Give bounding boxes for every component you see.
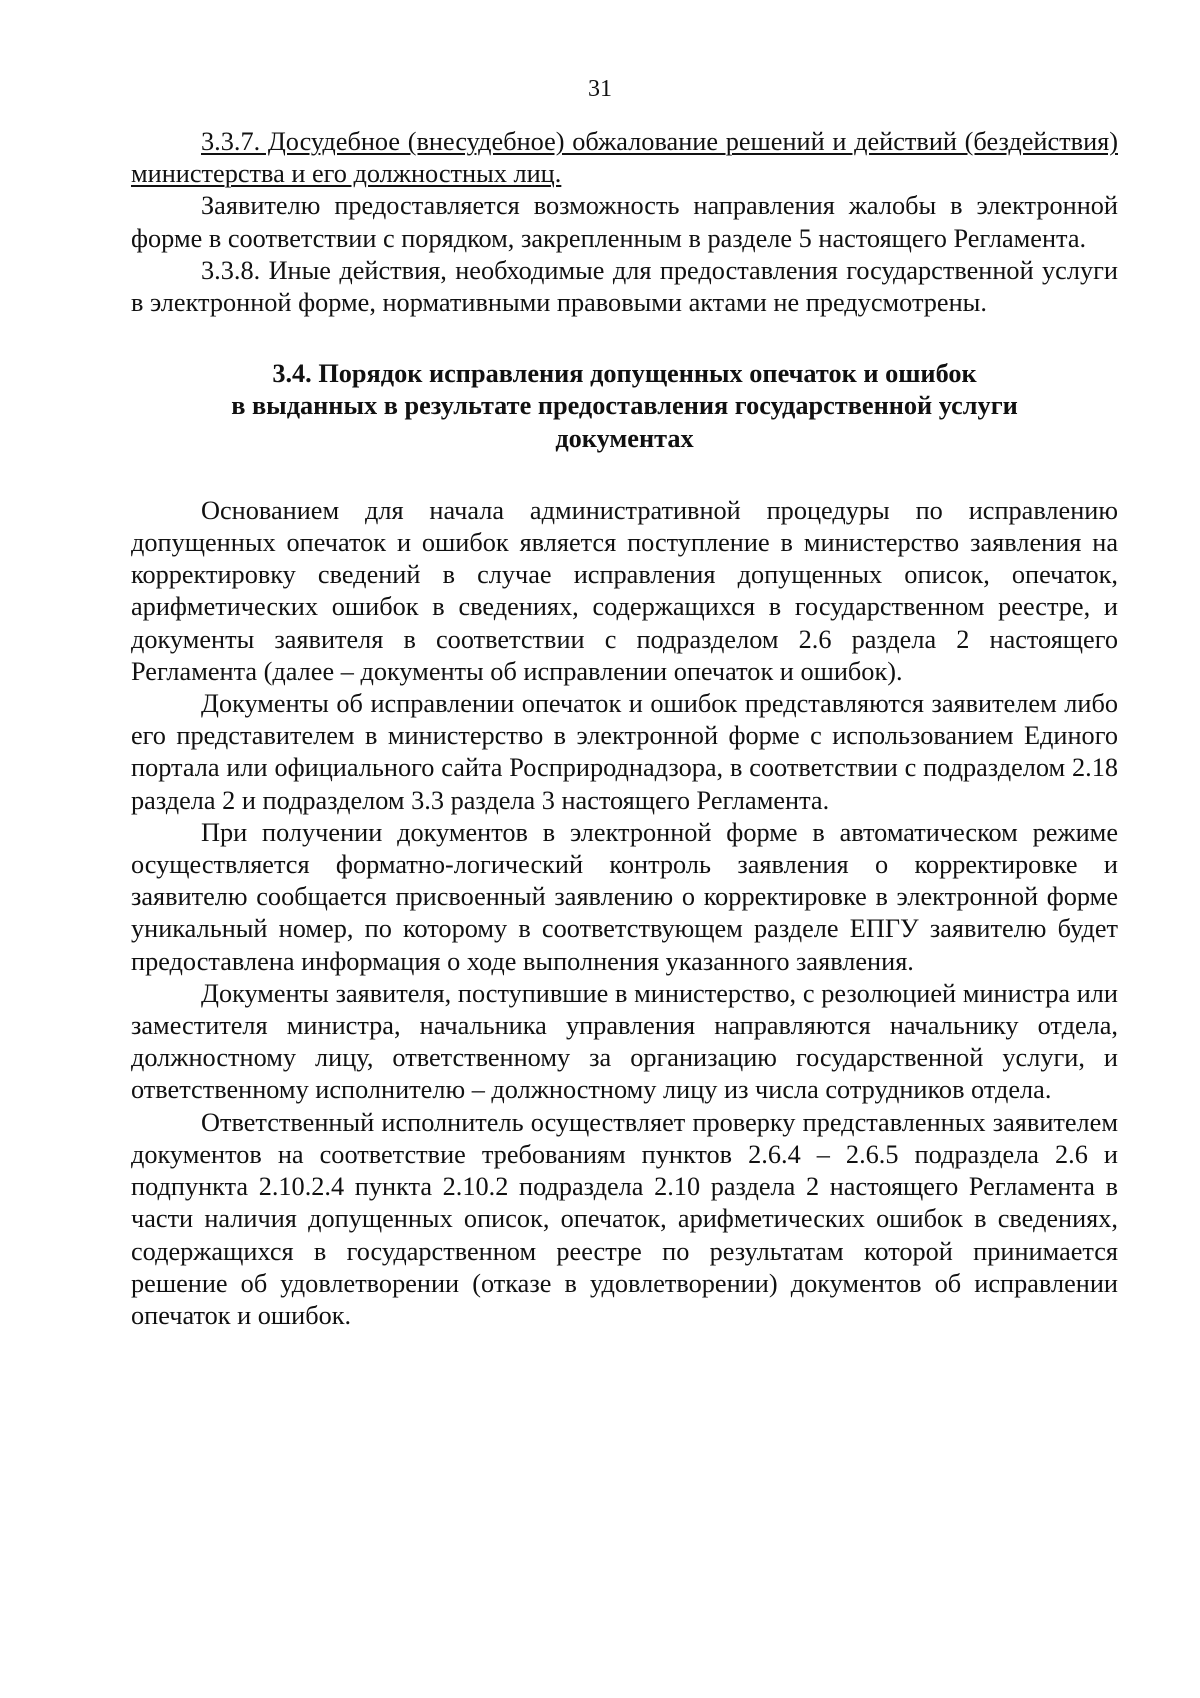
- page-number: 31: [588, 76, 612, 102]
- section-title-line: 3.4. Порядок исправления допущенных опечаток и ошибок: [272, 359, 977, 389]
- section-title-line: в выданных в результате предоставления государственной услуги: [231, 391, 1018, 421]
- section-3-4-paragraph: Документы заявителя, поступившие в министерство, с резолюцией министра или заместителя министра, начальника управления направляются начальнику отдела, должностному лицу, ответственному за организацию государственной услуги, и ответственному исполнителю – должностному лицу из числа сотрудников отдела.: [131, 978, 1118, 1105]
- section-3-4-title: [131, 358, 1118, 455]
- subsection-3-3-7-text: Заявителю предоставляется возможность направления жалобы в электронной форме в соответствии с порядком, закрепленным в разделе 5 настоящего Регламента.: [131, 191, 1118, 253]
- subsection-3-3-8-text: 3.3.8. Иные действия, необходимые для предоставления государственной услуги в электронной форме, нормативными правовыми актами не предусмотрены.: [131, 255, 1118, 318]
- section-3-4-paragraph: Основанием для начала административной процедуры по исправлению допущенных опечаток и ошибок является поступление в министерство заявления на корректировку сведений в случае исправления допущенных описок, опечаток, арифметических ошибок в сведениях, содержащихся в государственном реестре, и документы заявителя в соответствии с подразделом 2.6 раздела 2 настоящего Регламента (далее – документы об исправлении опечаток и ошибок).: [131, 495, 1118, 686]
- section-title-line: документах: [555, 423, 694, 453]
- document-body: [131, 126, 1118, 1332]
- subsection-3-3-7-heading: [131, 126, 1118, 190]
- section-3-4-paragraph: При получении документов в электронной форме в автоматическом режиме осуществляется форматно-логический контроль заявления о корректировке и заявителю сообщается присвоенный заявлению о корректировке в электронной форме уникальный номер, по которому в соответствующем разделе ЕПГУ заявителю будет предоставлена информация о ходе выполнения указанного заявления.: [131, 817, 1118, 976]
- section-3-4-paragraph: Документы об исправлении опечаток и ошибок представляются заявителем либо его представителем в министерство в электронной форме с использованием Единого портала или официального сайта Росприроднадзора, в соответствии с подразделом 2.18 раздела 2 и подразделом 3.3 раздела 3 настоящего Регламента.: [131, 689, 1118, 815]
- subsection-3-3-7-heading-text: 3.3.7. Досудебное (внесудебное) обжалование решений и действий (бездействия) министерства и его должностных лиц.: [131, 127, 1118, 189]
- section-3-4-paragraph: Ответственный исполнитель осуществляет проверку представленных заявителем документов на соответствие требованиям пунктов 2.6.4 – 2.6.5 подраздела 2.6 и подпункта 2.10.2.4 пункта 2.10.2 подраздела 2.10 раздела 2 настоящего Регламента в части наличия допущенных описок, опечаток, арифметических ошибок в сведениях, содержащихся в государственном реестре по результатам которой принимается решение об удовлетворении (отказе в удовлетворении) документов об исправлении опечаток и ошибок.: [131, 1107, 1118, 1330]
